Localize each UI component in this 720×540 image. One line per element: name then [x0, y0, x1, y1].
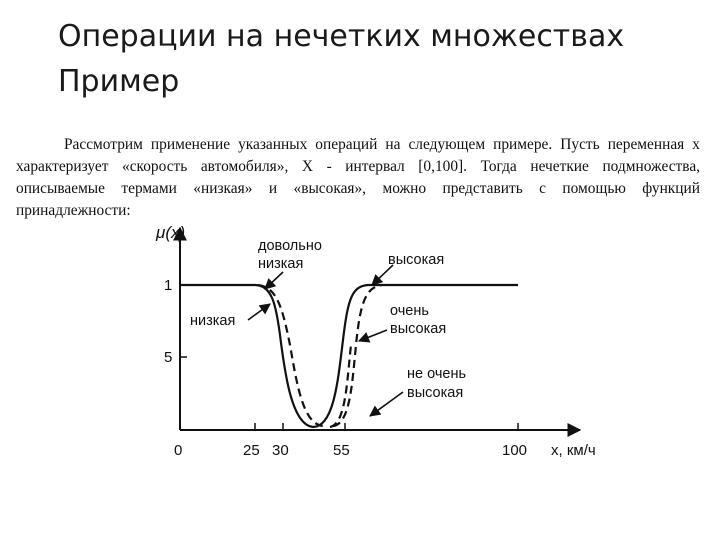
- y-tick-label-5: 5: [164, 349, 173, 366]
- arrow-vysokaya: [372, 265, 393, 285]
- arrow-ochen-vysokaya: [359, 330, 387, 341]
- arrow-dovolno-nizkaya: [265, 272, 283, 289]
- label-ne-ochen-vysokaya-1: не очень: [407, 366, 467, 382]
- x-axis-label: x, км/ч: [551, 442, 596, 459]
- x-tick-label-25: 25: [243, 442, 260, 459]
- arrow-ne-ochen-vysokaya: [370, 392, 403, 416]
- label-ochen-vysokaya-2: высокая: [390, 321, 447, 337]
- title-line-2: Пример: [58, 64, 180, 99]
- label-ne-ochen-vysokaya-2: высокая: [407, 385, 464, 401]
- title-line-1: Операции на нечетких множествах: [58, 19, 625, 54]
- example-paragraph: Рассмотрим применение указанных операций на следующем примере. Пусть переменная x характеризует «скорость автомобиля», X - интервал [0,100]. Тогда нечеткие подмножества, описываемые термами «низкая» и «высокая», можно представить с помощью функций принадлежности:: [16, 136, 700, 219]
- y-tick-label-1: 1: [164, 277, 173, 294]
- label-nizkaya: низкая: [190, 313, 236, 329]
- label-dovolno-nizkaya-2: низкая: [258, 256, 304, 272]
- y-axis-label: μ(x): [156, 223, 186, 242]
- x-tick-label-30: 30: [272, 442, 289, 459]
- label-dovolno-nizkaya-1: довольно: [258, 238, 322, 254]
- label-ochen-vysokaya-1: очень: [390, 303, 429, 319]
- curve-nizkaya: [180, 285, 313, 427]
- arrow-nizkaya: [248, 304, 270, 320]
- x-tick-label-55: 55: [333, 442, 350, 459]
- x-tick-label-0: 0: [174, 442, 183, 459]
- label-vysokaya: высокая: [388, 252, 445, 268]
- x-tick-label-100: 100: [502, 442, 528, 459]
